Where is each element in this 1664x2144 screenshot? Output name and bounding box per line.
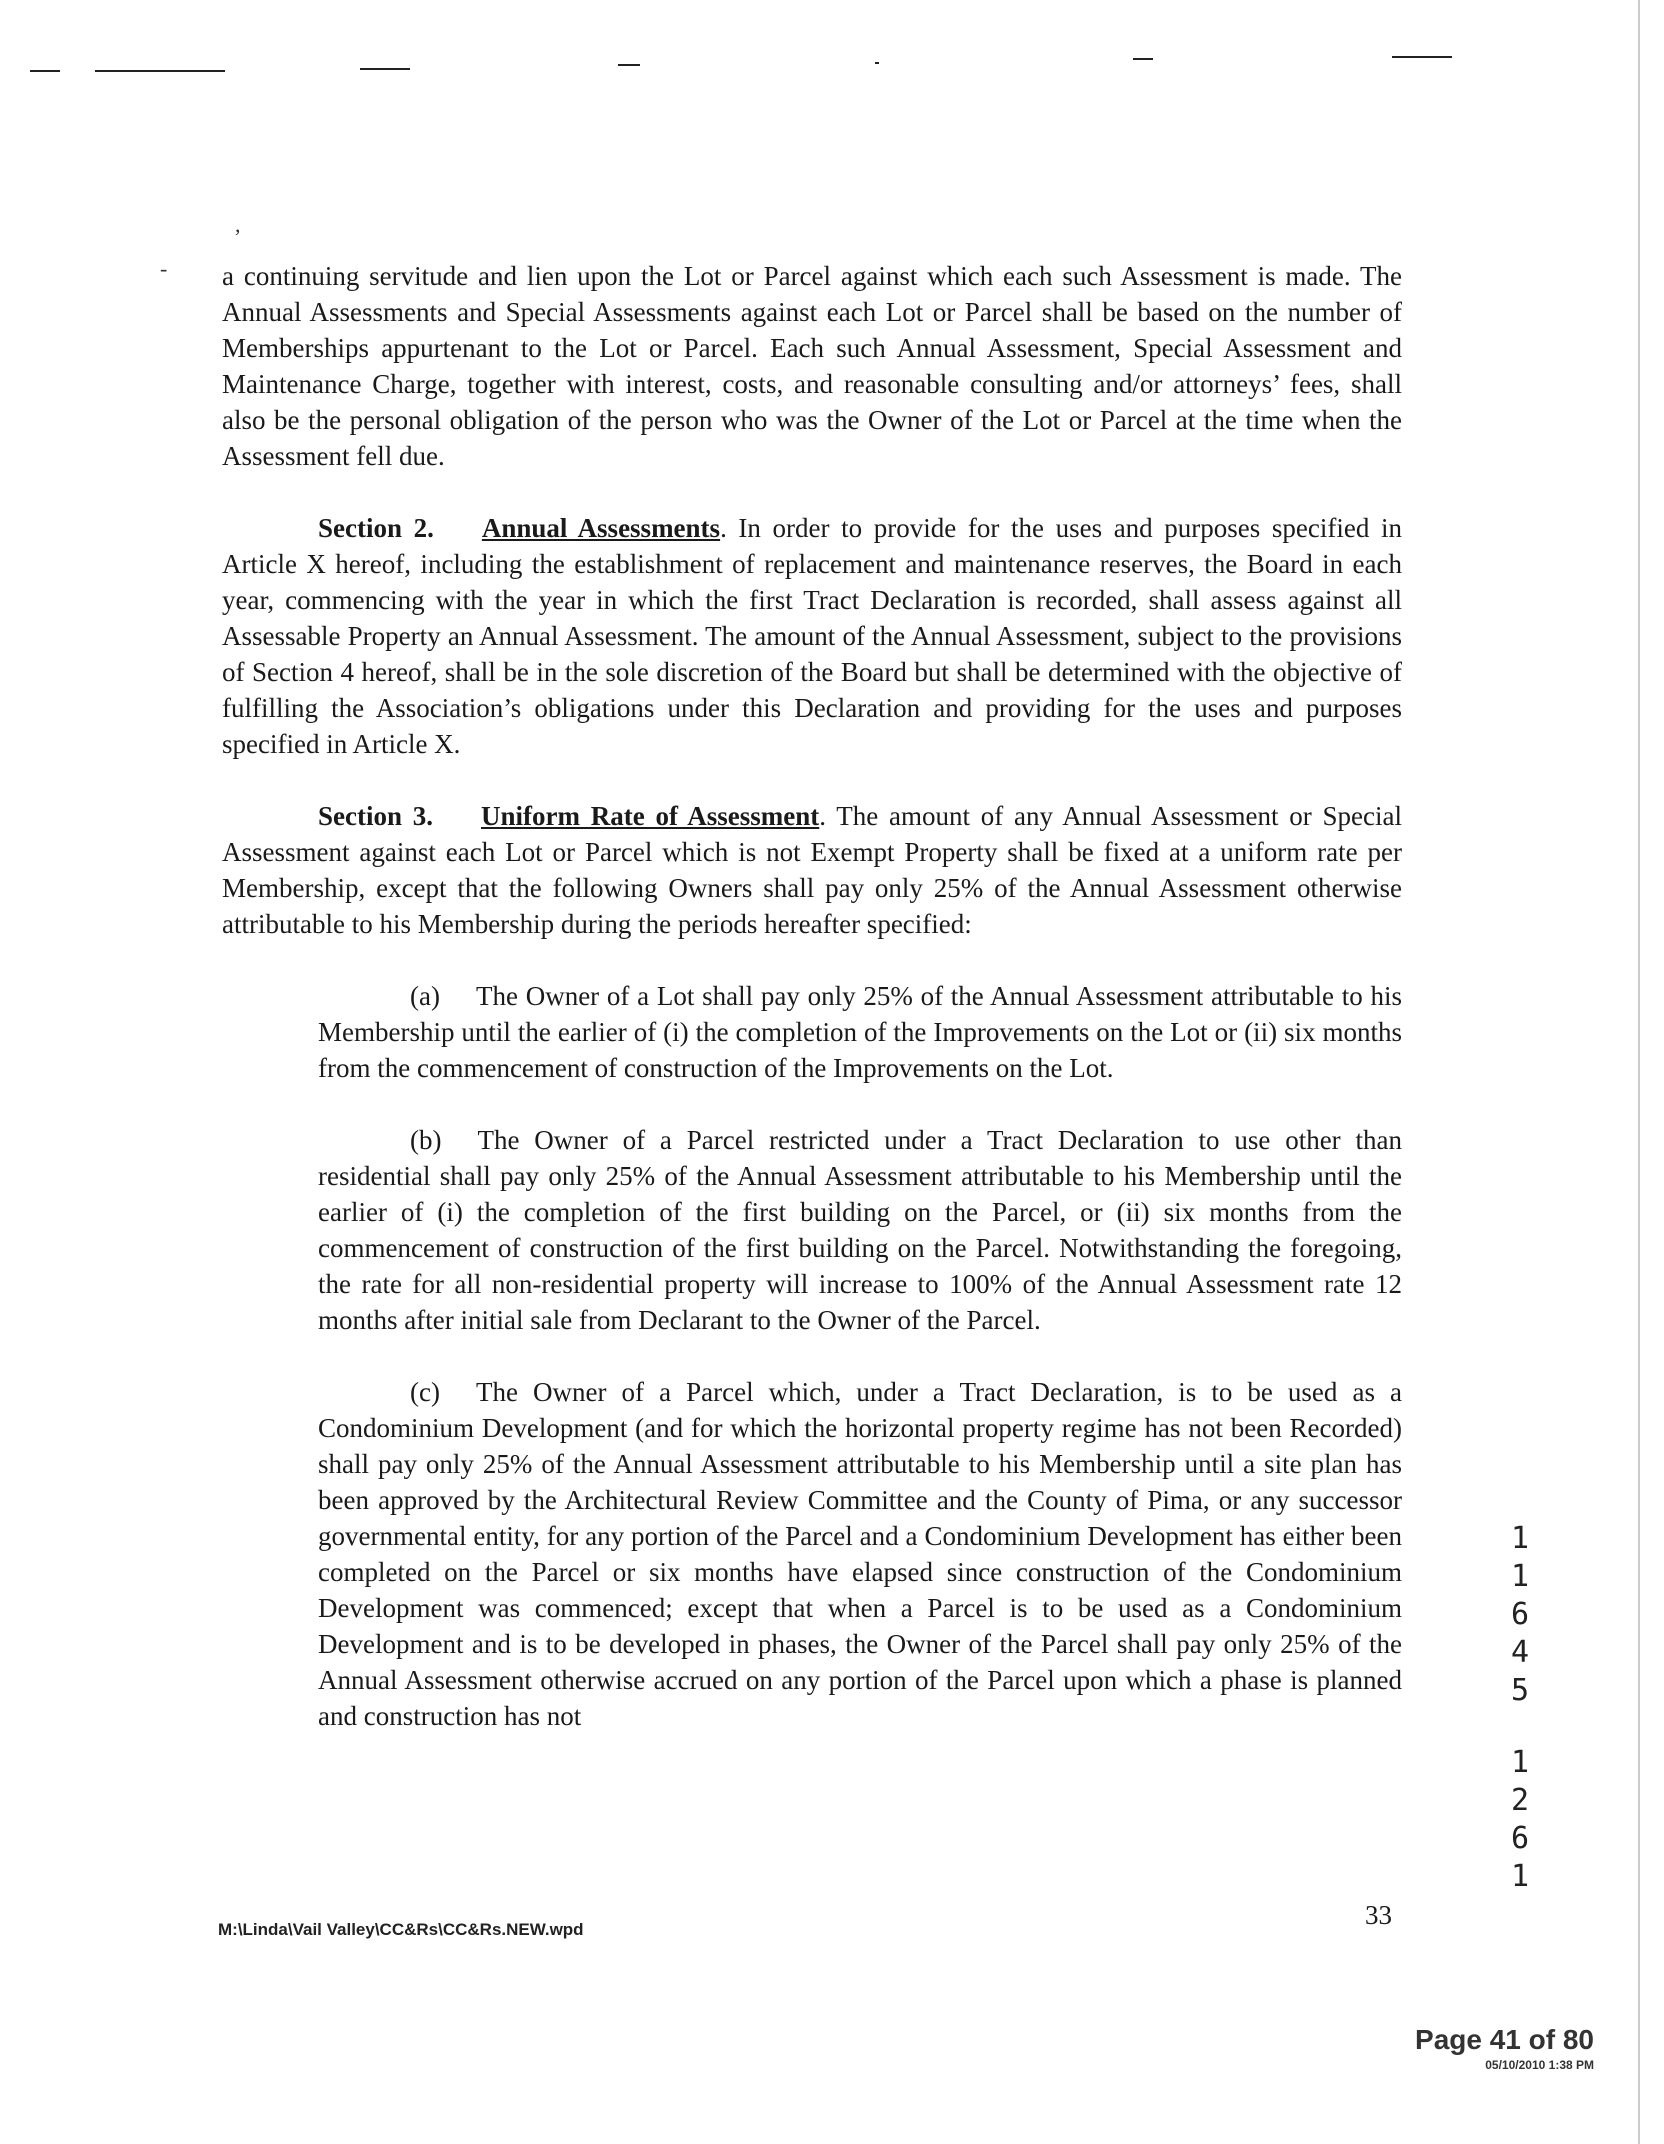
section-2-title: Annual Assessments [481, 513, 721, 543]
section-2-label: Section 2. [318, 513, 434, 543]
scan-artifact-mark: , [235, 212, 241, 237]
margin-digit: 1 [1510, 1745, 1530, 1780]
stamp-timestamp: 05/10/2010 1:38 PM [1485, 2058, 1594, 2072]
subsection-b [318, 1122, 1402, 1338]
subsection-c [318, 1374, 1402, 1734]
subsection-c-label: (c) [410, 1377, 440, 1407]
scan-artifact-line [95, 70, 225, 72]
document-body [222, 258, 1402, 1770]
scan-artifact-line [360, 68, 410, 70]
scan-artifact-line [1392, 56, 1452, 58]
margin-digit: 1 [1510, 1559, 1530, 1594]
page-number: 33 [1365, 1900, 1392, 1930]
section-2-text: . In order to provide for the uses and purposes specified in Article X hereof, including the establishment of replacement and maintenance reserves, the Board in each year, commencing with the year in which the first Tract Declaration is recorded, shall assess against all Assessable Property an Annual Assessment. The amount of the Annual Assessment, subject to the provisions of Section 4 hereof, shall be in the sole discretion of the Board but shall be determined with the objective of fulfilling the Association’s obligations under this Declaration and providing for the uses and purposes specified in Article X. [222, 513, 1402, 759]
margin-digit: 5 [1510, 1673, 1530, 1708]
page-label: Page 41 of 80 [1415, 2024, 1594, 2055]
section-3-paragraph [222, 798, 1402, 942]
subsection-b-label: (b) [410, 1125, 442, 1155]
margin-digit: 1 [1510, 1859, 1530, 1894]
section-3-title: Uniform Rate of Assessment [481, 801, 820, 831]
section-3-text: . The amount of any Annual Assessment or Special Assessment against each Lot or Parcel which is not Exempt Property shall be fixed at a uniform rate per Membership, except that the following Owners shall pay only 25% of the Annual Assessment otherwise attributable to his Membership during the periods hereafter specified: [222, 801, 1402, 939]
scan-artifact-line [618, 64, 640, 66]
intro-paragraph: a continuing servitude and lien upon the Lot or Parcel against which each such Assessment is made. The Annual Assessments and Special Assessments against each Lot or Parcel shall be based on the number of Memberships appurtenant to the Lot or Parcel. Each such Annual Assessment, Special Assessment and Maintenance Charge, together with interest, costs, and reasonable consulting and/or attorneys’ fees, shall also be the personal obligation of the person who was the Owner of the Lot or Parcel at the time when the Assessment fell due. [222, 261, 1402, 471]
section-2-paragraph [222, 510, 1402, 762]
margin-digit: 4 [1510, 1635, 1530, 1670]
scan-artifact-line [1133, 58, 1153, 60]
margin-digit: 2 [1510, 1783, 1530, 1818]
scan-artifact-line [875, 62, 879, 64]
scan-artifact-mark: - [160, 256, 168, 281]
subsection-b-text: The Owner of a Parcel restricted under a Tract Declaration to use other than residential shall pay only 25% of the Annual Assessment attributable to his Membership until the earlier of (i) the completion of the first building on the Parcel, or (ii) six months from the commencement of construction of the first building on the Parcel. Notwithstanding the foregoing, the rate for all non-residential property will increase to 100% of the Annual Assessment rate 12 months after initial sale from Declarant to the Owner of the Parcel. [318, 1125, 1402, 1335]
subsection-a-text: The Owner of a Lot shall pay only 25% of the Annual Assessment attributable to his Membership until the earlier of (i) the completion of the Improvements on the Lot or (ii) six months from the commencement of construction of the Improvements on the Lot. [318, 981, 1402, 1083]
margin-digit: 6 [1510, 1821, 1530, 1856]
scan-edge-line [1638, 0, 1640, 2144]
scan-artifact-line [30, 70, 60, 72]
margin-digit: 6 [1510, 1597, 1530, 1632]
page-stamp [1415, 2024, 1594, 2072]
margin-recording-number [1500, 1520, 1540, 1896]
section-3-label: Section 3. [318, 801, 434, 831]
subsection-a-label: (a) [410, 981, 440, 1011]
subsection-a [318, 978, 1402, 1086]
subsection-c-text: The Owner of a Parcel which, under a Tract Declaration, is to be used as a Condominium Development (and for which the horizontal property regime has not been Recorded) shall pay only 25% of the Annual Assessment attributable to his Membership until a site plan has been approved by the Architectural Review Committee and the County of Pima, or any successor governmental entity, for any portion of the Parcel and a Condominium Development has either been completed on the Parcel or six months have elapsed since construction of the Condominium Development was commenced; except that when a Parcel is to be used as a Condominium Development and is to be developed in phases, the Owner of the Parcel shall pay only 25% of the Annual Assessment otherwise accrued on any portion of the Parcel upon which a phase is planned and construction has not [318, 1377, 1402, 1731]
footer-file-path: M:\Linda\Vail Valley\CC&Rs\CC&Rs.NEW.wpd [218, 1920, 584, 1939]
margin-digit: 1 [1510, 1521, 1530, 1556]
